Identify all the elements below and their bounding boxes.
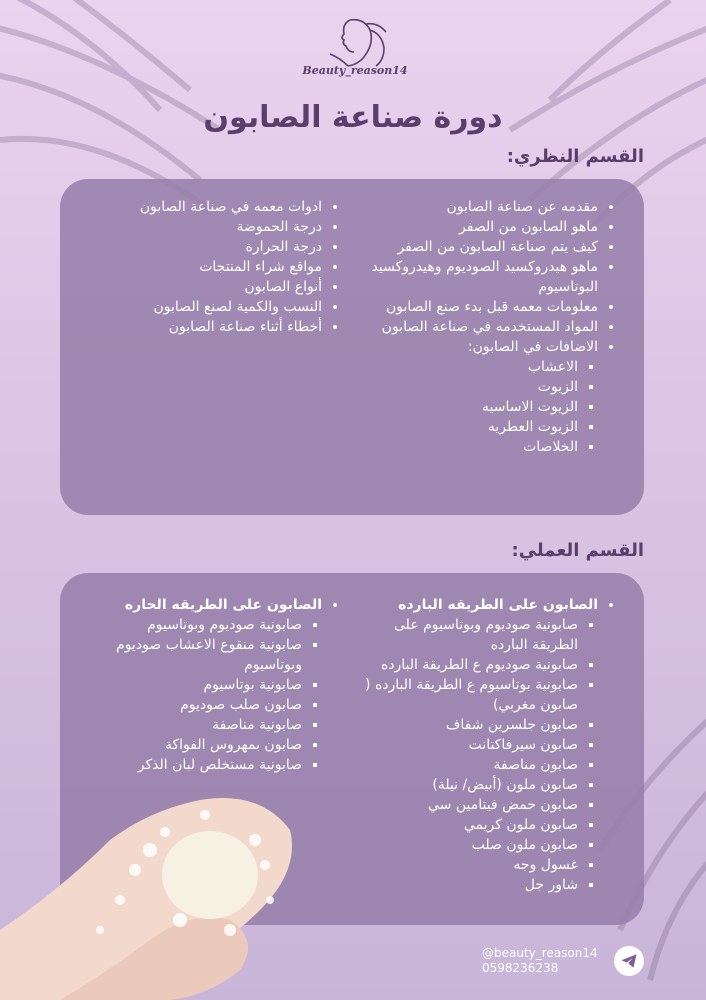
hot-method-col — [82, 595, 344, 775]
list-item: ▪ صابون جلسرين شفاف — [358, 715, 578, 735]
theory-heading: القسم النظري: — [506, 146, 644, 167]
list-item: ▪ الزيوت العطريه — [370, 417, 578, 437]
list-item: ▪ الزيوت الاساسيه — [370, 397, 578, 417]
theory-card — [60, 179, 644, 515]
list-item: • درجة الحموضة — [84, 217, 322, 237]
list-item: ▪ شاور جل — [358, 875, 578, 895]
theory-col-left — [84, 197, 344, 337]
list-item: ▪ صابونية بوتاسيوم ع الطريقة البارده ( صابون مغربي) — [358, 675, 578, 715]
list-item: • ماهو هيدروكسيد الصوديوم وهيدروكسيد البوتاسيوم — [370, 257, 598, 297]
list-item: ▪ الخلاصات — [370, 437, 578, 457]
additions-label: الاضافات في الصابون: — [467, 339, 598, 355]
list-item: ▪ الاعشاب — [370, 357, 578, 377]
practical-heading: القسم العملي: — [511, 540, 644, 561]
list-item: ▪ صابون مناصفة — [358, 755, 578, 775]
woman-profile-icon — [320, 14, 390, 70]
list-item — [358, 595, 598, 895]
page-title: دورة صناعة الصابون — [203, 100, 503, 135]
list-item: • درجة الحرارة — [84, 237, 322, 257]
list-item: • أنواع الصابون — [84, 277, 322, 297]
list-item — [370, 337, 598, 457]
list-item: ▪ صابونية صوديوم وبوتاسيوم على الطريقة البارده — [358, 615, 578, 655]
cold-method-title: الصابون على الطريقه البارده — [398, 597, 598, 613]
list-item: ▪ صابون ملون (أبيض/ نيلة) — [358, 775, 578, 795]
brand-logo — [300, 14, 410, 94]
list-item: • مواقع شراء المنتجات — [84, 257, 322, 277]
list-item: • المواد المستخدمه في صناعة الصابون — [370, 317, 598, 337]
list-item: • ادوات معمه في صناعة الصابون — [84, 197, 322, 217]
list-item: ▪ صابون صلب صوديوم — [82, 695, 302, 715]
hands-soap-illustration — [0, 770, 300, 1000]
list-item: • ماهو الصابون من الصفر — [370, 217, 598, 237]
phone-number[interactable]: 0598236238 — [482, 961, 559, 975]
logo-text: Beauty_reason14 — [302, 64, 408, 77]
list-item: ▪ صابون حمض فيتامين سي — [358, 795, 578, 815]
hot-method-title: الصابون على الطريقه الحاره — [124, 597, 322, 613]
list-item: ▪ صابون سيرفاكتانت — [358, 735, 578, 755]
list-item — [82, 595, 322, 775]
list-item: • النسب والكمية لصنع الصابون — [84, 297, 322, 317]
list-item: • مقدمه عن صناعة الصابون — [370, 197, 598, 217]
list-item: ▪ صابونية مناصفة — [82, 715, 302, 735]
list-item: ▪ غسول وجه — [358, 855, 578, 875]
list-item: ▪ صابونية صوديوم وبوتاسيوم — [82, 615, 302, 635]
list-item: • أخطاء أثناء صناعة الصابون — [84, 317, 322, 337]
list-item: ▪ صابون ملون كريمي — [358, 815, 578, 835]
list-item: • معلومات معمه قبل بدء صنع الصابون — [370, 297, 598, 317]
list-item: • كيف يتم صناعة الصابون من الصفر — [370, 237, 598, 257]
theory-col-right — [370, 197, 620, 457]
contact-info — [482, 946, 598, 976]
list-item: ▪ صابون ملون صلب — [358, 835, 578, 855]
list-item: ▪ صابونية بوتاسيوم — [82, 675, 302, 695]
list-item: ▪ صابونية منقوع الاعشاب صوديوم وبوتاسيوم — [82, 635, 302, 675]
list-item: ▪ صابونية مستخلص لبان الذكر — [82, 755, 302, 775]
cold-method-col — [358, 595, 620, 895]
list-item: ▪ صابون بمهروس الفواكة — [82, 735, 302, 755]
list-item: ▪ الزيوت — [370, 377, 578, 397]
social-handle[interactable]: @beauty_reason14 — [482, 946, 598, 960]
telegram-icon[interactable] — [614, 946, 644, 976]
list-item: ▪ صابونية صوديوم ع الطريقة البارده — [358, 655, 578, 675]
